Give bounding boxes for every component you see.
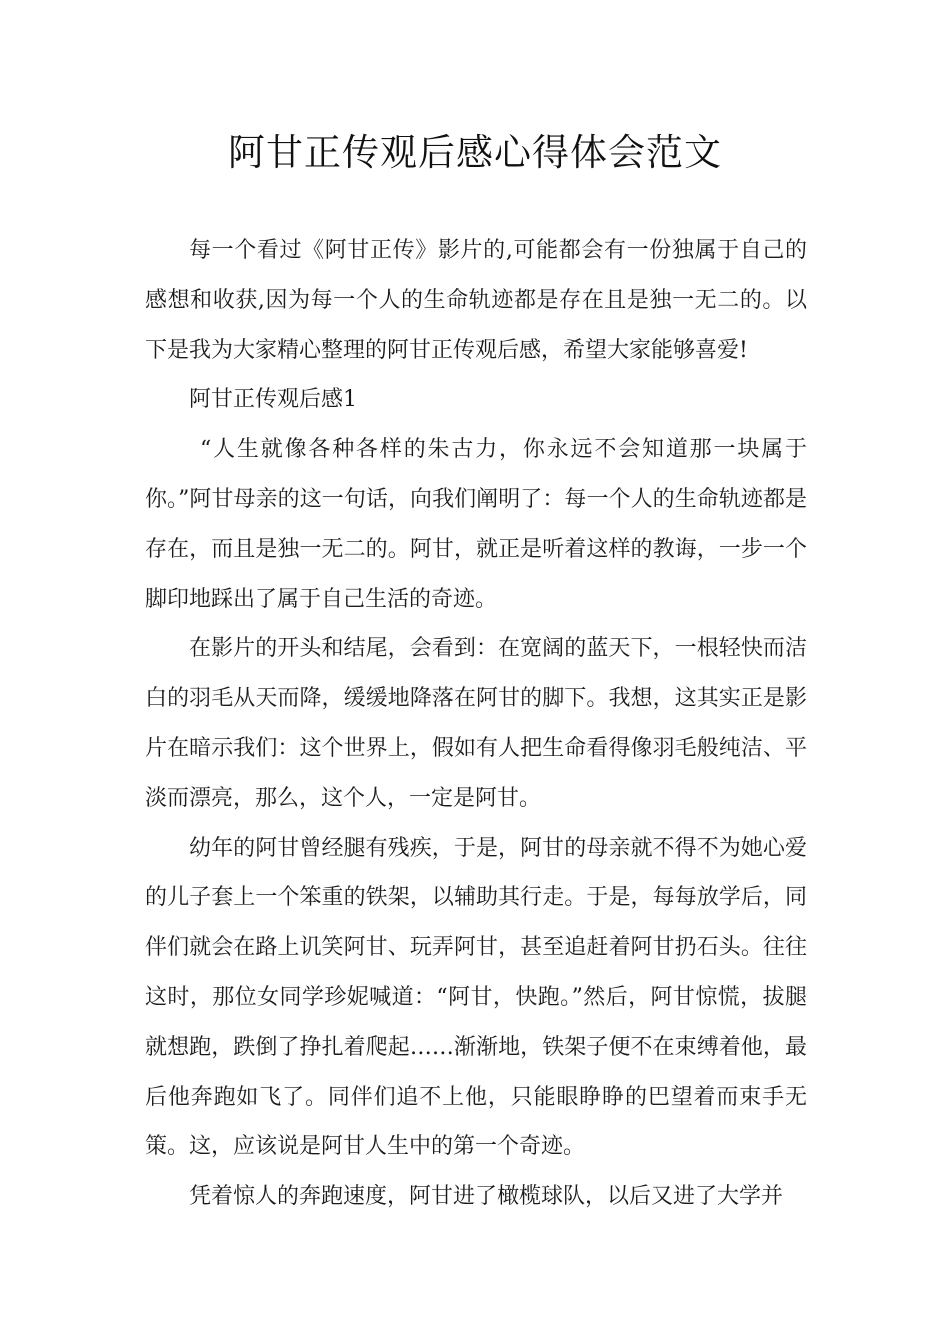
paragraph-childhood: 幼年的阿甘曾经腿有残疾，于是，阿甘的母亲就不得不为她心爱的儿子套上一个笨重的铁架，以辅助其行走。于是，每每放学后，同伴们就会在路上讥笑阿甘、玩弄阿甘，甚至追赶着阿甘扔石头。往往这时，那位女同学珍妮喊道：“阿甘，快跑。”然后，阿甘惊慌，拔腿就想跑，跌倒了挣扎着爬起……渐渐地，铁架子便不在束缚着他，最后他奔跑如飞了。同伴们追不上他，只能眼睁睁的巴望着而束手无策。这，应该说是阿甘人生中的第一个奇迹。 — [145, 835, 807, 1160]
paragraph-quote: “人生就像各种各样的朱古力，你永远不会知道那一块属于你。”阿甘母亲的这一句话，向我们阐明了：每一个人的生命轨迹都是存在，而且是独一无二的。阿甘，就正是听着这样的教诲，一步一个脚印地踩出了属于自己生活的奇迹。 — [145, 437, 807, 612]
section-heading: 阿甘正传观后感1 — [189, 387, 357, 413]
paragraph-feather: 在影片的开头和结尾，会看到：在宽阔的蓝天下，一根轻快而洁白的羽毛从天而降，缓缓地降落在阿甘的脚下。我想，这其实正是影片在暗示我们：这个世界上，假如有人把生命看得像羽毛般纯洁、平淡而漂亮，那么，这个人，一定是阿甘。 — [145, 636, 807, 811]
paragraph-football: 凭着惊人的奔跑速度，阿甘进了橄榄球队，以后又进了大学并 — [189, 1184, 784, 1210]
paragraph-intro: 每一个看过《阿甘正传》影片的,可能都会有一份独属于自己的感想和收获,因为每一个人的生命轨迹都是存在且是独一无二的。以下是我为大家精心整理的阿甘正传观后感，希望大家能够喜爱! — [145, 238, 807, 363]
document-title: 阿甘正传观后感心得体会范文 — [228, 131, 722, 174]
document-body — [145, 226, 807, 1222]
